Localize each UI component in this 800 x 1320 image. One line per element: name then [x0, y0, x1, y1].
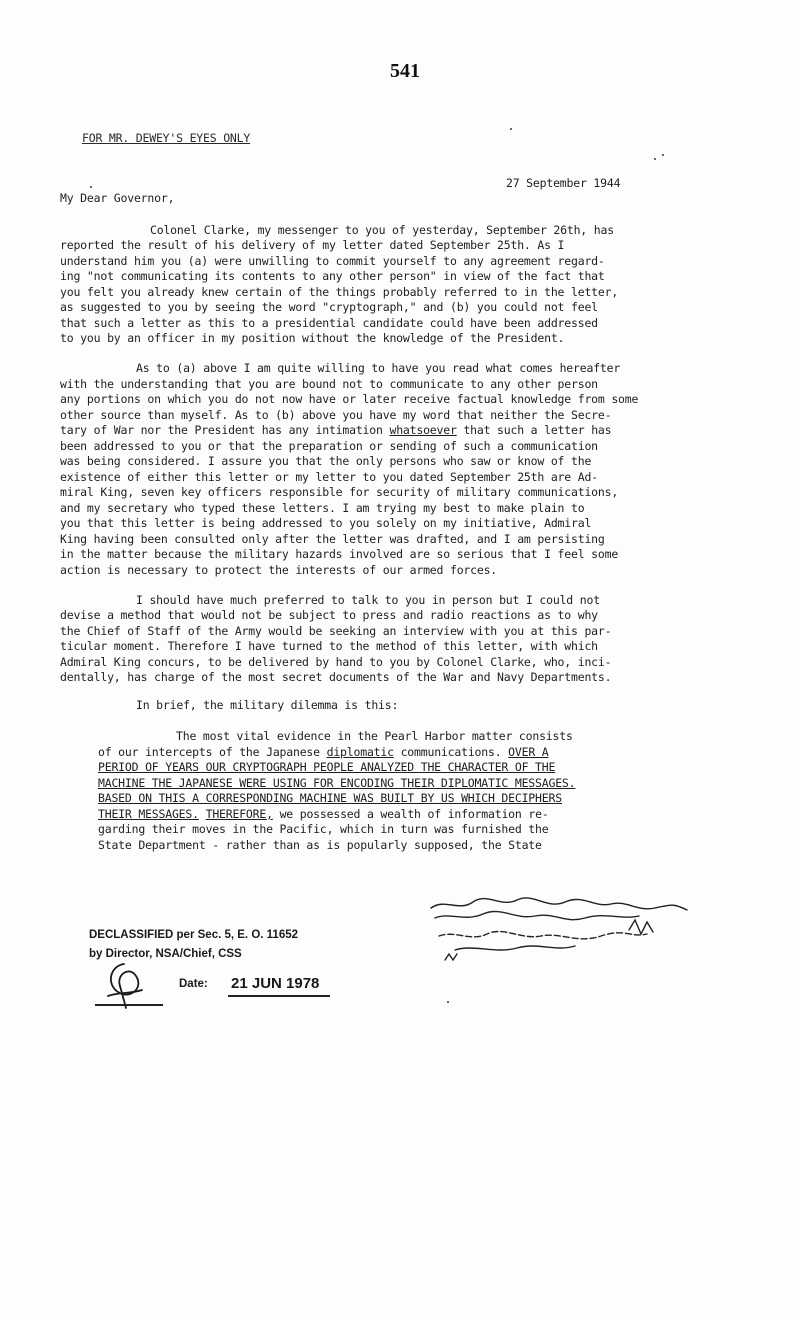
- line-text: any portions on which you do not now have or later receive factual knowledge from some: [60, 392, 639, 406]
- letter-line: [98, 791, 562, 805]
- letter-line: [136, 361, 620, 375]
- scan-speck: [654, 158, 656, 160]
- scan-speck: [662, 154, 664, 156]
- letter-line: [60, 316, 598, 330]
- line-text: we possessed a wealth of information re-: [272, 807, 549, 821]
- line-text: ing "not communicating its contents to any other person" in view of the fact that: [60, 269, 605, 283]
- letter-line: [60, 608, 598, 622]
- line-text: been addressed to you or that the preparation or sending of such a communication: [60, 439, 598, 453]
- letter-line: [60, 300, 598, 314]
- declassified-authority: by Director, NSA/Chief, CSS: [89, 948, 242, 960]
- letter-line: [60, 285, 618, 299]
- letter-line: [150, 223, 614, 237]
- stamp-date-value: 21 JUN 1978: [231, 975, 320, 992]
- underlined-text: OVER A: [508, 745, 549, 759]
- underlined-text: diplomatic: [326, 745, 394, 759]
- scan-speck: [510, 128, 512, 130]
- line-text: Colonel Clarke, my messenger to you of yesterday, September 26th, has: [150, 223, 614, 237]
- signature-scribble: [425, 890, 705, 970]
- letter-line: [60, 238, 564, 252]
- line-text: that such a letter as this to a presidential candidate could have been addressed: [60, 316, 598, 330]
- line-text: understand him you (a) were unwilling to commit yourself to any agreement regard-: [60, 254, 605, 268]
- letter-line: [136, 698, 398, 712]
- line-text: In brief, the military dilemma is this:: [136, 698, 399, 712]
- letter-line: [60, 331, 564, 345]
- line-text: the Chief of Staff of the Army would be seeking an interview with you at this par-: [60, 624, 612, 638]
- letter-line: [98, 822, 548, 836]
- letter-line: [60, 254, 605, 268]
- line-text: garding their moves in the Pacific, which in turn was furnished the: [98, 822, 549, 836]
- line-text: of our intercepts of the Japanese: [98, 745, 327, 759]
- underlined-text: THEIR MESSAGES.: [98, 807, 199, 821]
- signature-underline: [95, 1004, 163, 1006]
- declassified-line: DECLASSIFIED per Sec. 5, E. O. 11652: [89, 929, 299, 941]
- underlined-text: PERIOD OF YEARS OUR CRYPTOGRAPH PEOPLE ANALYZED THE CHARACTER OF THE: [98, 760, 556, 774]
- line-text: was being considered. I assure you that the only persons who saw or know of the: [60, 454, 592, 468]
- letter-line: [176, 729, 573, 743]
- line-text: ticular moment. Therefore I have turned to the method of this letter, with which: [60, 639, 598, 653]
- line-text: State Department - rather than as is popularly supposed, the State: [98, 838, 542, 852]
- line-text: in the matter because the military hazards involved are so serious that I feel some: [60, 547, 619, 561]
- date-underline: [228, 995, 330, 997]
- line-text: King having been consulted only after the letter was drafted, and I am persisting: [60, 532, 605, 546]
- letter-line: [60, 377, 598, 391]
- line-text: tary of War nor the President has any intimation: [60, 423, 390, 437]
- letter-date: 27 September 1944: [506, 176, 621, 190]
- letter-line: [60, 423, 611, 437]
- letter-line: [60, 516, 591, 530]
- letter-line: [60, 501, 584, 515]
- line-text: Admiral King concurs, to be delivered by hand to you by Colonel Clarke, who, inci-: [60, 655, 612, 669]
- line-text: [199, 807, 206, 821]
- stamp-date-label: Date:: [179, 978, 208, 990]
- letter-line: [60, 439, 598, 453]
- letter-line: [60, 454, 591, 468]
- line-text: dentally, has charge of the most secret documents of the War and Navy Departments.: [60, 670, 612, 684]
- letter-line: [98, 838, 542, 852]
- line-text: with the understanding that you are bound not to communicate to any other person: [60, 377, 598, 391]
- letter-line: [60, 624, 611, 638]
- line-text: that such a letter has: [456, 423, 612, 437]
- line-text: existence of either this letter or my letter to you dated September 25th are Ad-: [60, 470, 598, 484]
- letter-line: [98, 776, 575, 790]
- line-text: other source than myself. As to (b) above you have my word that neither the Secre-: [60, 408, 612, 422]
- line-text: As to (a) above I am quite willing to have you read what comes hereafter: [136, 361, 621, 375]
- letter-line: [60, 485, 618, 499]
- line-text: The most vital evidence in the Pearl Harbor matter consists: [176, 729, 573, 743]
- line-text: you felt you already knew certain of the things probably referred to in the letter,: [60, 285, 619, 299]
- letter-line: [98, 745, 549, 759]
- line-text: I should have much preferred to talk to you in person but I could not: [136, 593, 600, 607]
- letter-line: [60, 532, 605, 546]
- line-text: to you by an officer in my position without the knowledge of the President.: [60, 331, 565, 345]
- line-text: you that this letter is being addressed to you solely on my initiative, Admiral: [60, 516, 592, 530]
- underlined-text: whatsoever: [389, 423, 457, 437]
- underlined-text: MACHINE THE JAPANESE WERE USING FOR ENCODING THEIR DIPLOMATIC MESSAGES.: [98, 776, 576, 790]
- letter-line: [60, 547, 618, 561]
- letter-line: [60, 655, 611, 669]
- underlined-text: THEREFORE,: [205, 807, 273, 821]
- letter-line: [60, 639, 598, 653]
- letter-line: [60, 392, 638, 406]
- scan-speck: [447, 1001, 449, 1003]
- line-text: and my secretary who typed these letters. I am trying my best to make plain to: [60, 501, 585, 515]
- line-text: action is necessary to protect the interests of our armed forces.: [60, 563, 498, 577]
- letter-line: [60, 563, 497, 577]
- line-text: reported the result of his delivery of my letter dated September 25th. As I: [60, 238, 565, 252]
- underlined-text: BASED ON THIS A CORRESPONDING MACHINE WAS BUILT BY US WHICH DECIPHERS: [98, 791, 562, 805]
- letter-line: [60, 470, 598, 484]
- scan-speck: [90, 186, 92, 188]
- line-text: as suggested to you by seeing the word "cryptograph," and (b) you could not feel: [60, 300, 598, 314]
- letter-line: [136, 593, 600, 607]
- salutation: My Dear Governor,: [60, 191, 175, 205]
- letter-line: [98, 807, 549, 821]
- letter-line: [60, 269, 605, 283]
- line-text: communications.: [393, 745, 509, 759]
- letter-line: [60, 670, 611, 684]
- page-number: 541: [390, 60, 420, 82]
- eyes-only-heading: FOR MR. DEWEY'S EYES ONLY: [82, 131, 251, 145]
- letter-line: [60, 408, 611, 422]
- line-text: miral King, seven key officers responsible for security of military communications,: [60, 485, 619, 499]
- letter-line: [98, 760, 555, 774]
- line-text: devise a method that would not be subject to press and radio reactions as to why: [60, 608, 598, 622]
